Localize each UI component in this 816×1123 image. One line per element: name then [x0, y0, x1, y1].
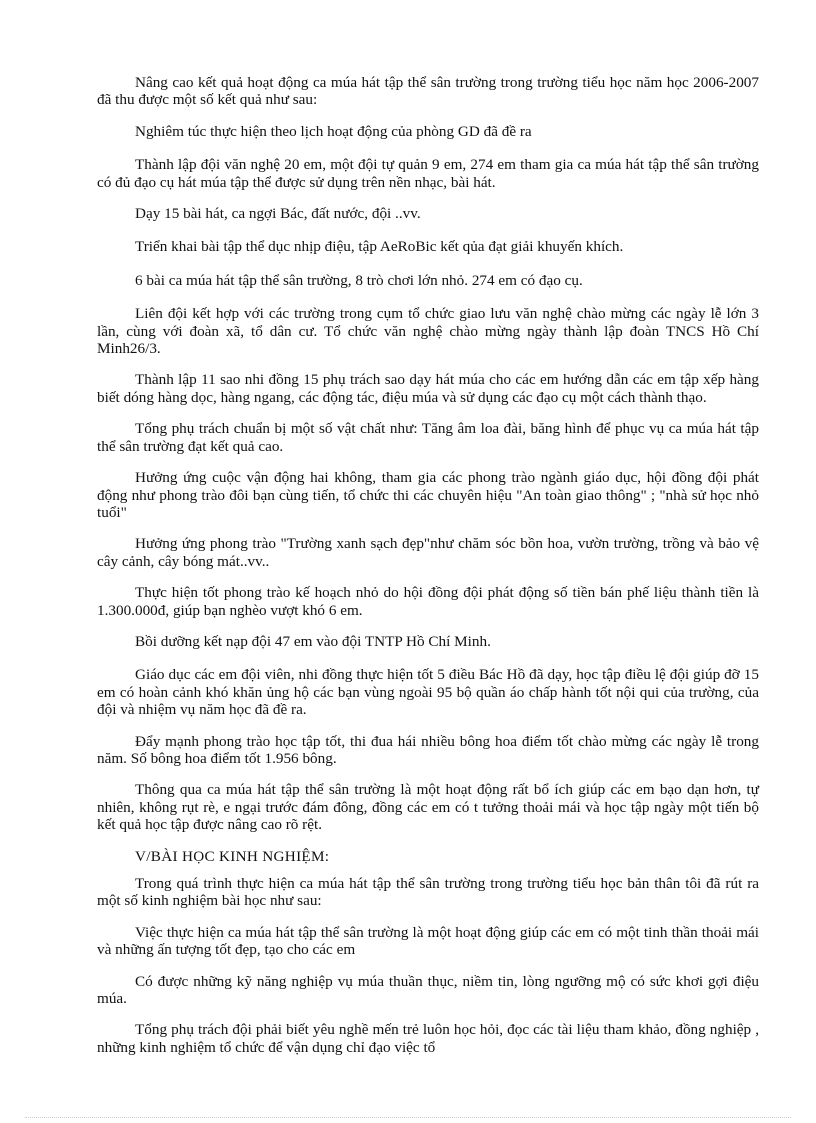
paragraph-songs: Dạy 15 bài hát, ca ngợi Bác, đất nước, đội ..vv.	[135, 205, 421, 223]
paragraph-lesson-2: Có được những kỹ năng nghiệp vụ múa thuần thục, niềm tin, lòng ngưỡng mộ có sức khơi gợi điệu múa.	[97, 972, 759, 1008]
paragraph-equipment: Tổng phụ trách chuẩn bị một số vật chất như: Tăng âm loa đài, băng hình để phục vụ ca múa hát tập thể sân trường đạt kết quả cao.	[97, 420, 759, 455]
paragraph-green-school: Hưởng ứng phong trào "Trường xanh sạch đẹp"như chăm sóc bồn hoa, vườn trường, trồng và bảo vệ cây cảnh, cây bóng mát..vv..	[97, 535, 759, 570]
paragraph-aerobic: Triển khai bài tập thể dục nhịp điệu, tập AeRoBic kết qủa đạt giải khuyến khích.	[135, 238, 624, 256]
page-bottom-rule	[25, 1117, 791, 1118]
document-page	[97, 74, 759, 1070]
paragraph-art-team: Thành lập đội văn nghệ 20 em, một đội tự quản 9 em, 274 em tham gia ca múa hát tập thể sân trường có đủ đạo cụ hát múa tập thể được sử dụng trên nền nhạc, bài hát.	[97, 156, 759, 191]
paragraph-exchange: Liên đội kết hợp với các trường trong cụm tổ chức giao lưu văn nghệ chào mừng các ngày lễ lớn 3 lần, cùng với đoàn xã, tổ dân cư. Tổ chức văn nghệ chào mừng ngày thành lập đoàn TNCS Hồ Chí Minh26/3.	[97, 305, 759, 358]
paragraph-small-plan: Thực hiện tốt phong trào kế hoạch nhỏ do hội đồng đội phát động số tiền bán phế liệu thành tiền là 1.300.000đ, giúp bạn nghèo vượt khó 6 em.	[97, 584, 759, 619]
paragraph-results-intro: Nâng cao kết quả hoạt động ca múa hát tập thể sân trường trong trường tiểu học năm học 2006-2007 đã thu được một số kết quả như sau:	[97, 74, 759, 109]
paragraph-lessons-intro: Trong quá trình thực hiện ca múa hát tập thể sân trường trong trường tiểu học bản thân tôi đã rút ra một số kinh nghiệm bài học như sau:	[97, 875, 759, 910]
paragraph-lesson-3: Tổng phụ trách đội phải biết yêu nghề mến trẻ luôn học hỏi, đọc các tài liệu tham khảo, đồng nghiệp , những kinh nghiệm tổ chức để vận dụng chỉ đạo việc tổ	[97, 1021, 759, 1056]
paragraph-star-groups: Thành lập 11 sao nhi đồng 15 phụ trách sao dạy hát múa cho các em hướng dẫn các em tập xếp hàng biết dóng hàng dọc, hàng ngang, các động tác, điệu múa và sử dụng các đạo cụ một cách thành thạo.	[97, 371, 759, 406]
paragraph-campaign: Hưởng ứng cuộc vận động hai không, tham gia các phong trào ngành giáo dục, hội đồng đội phát động như phong trào đôi bạn cùng tiến, tổ chức thi các chuyên hiệu "An toàn giao thông" ; "nhà sử học nhỏ tuổi"	[97, 469, 759, 521]
paragraph-education: Giáo dục các em đội viên, nhi đồng thực hiện tốt 5 điều Bác Hồ đã dạy, học tập điều lệ đội giúp đỡ 15 em có hoàn cảnh khó khăn ủng hộ các bạn vùng ngoài 95 bộ quần áo chấp hành tốt nội qui của trường, của đội và nhiệm vụ năm học đã đề ra.	[97, 666, 759, 719]
paragraph-dances-games: 6 bài ca múa hát tập thể sân trường, 8 trò chơi lớn nhỏ. 274 em có đạo cụ.	[135, 271, 583, 289]
paragraph-admission: Bồi dưỡng kết nạp đội 47 em vào đội TNTP Hồ Chí Minh.	[135, 632, 491, 650]
paragraph-conclusion: Thông qua ca múa hát tập thể sân trường là một hoạt động rất bổ ích giúp các em bạo dạn hơn, tự nhiên, không rụt rè, e ngại trước đám đông, đồng các em có t tưởng thoải mái và học tập ngày một tiến bộ kết quả học tập được nâng cao rõ rệt.	[97, 781, 759, 834]
section-heading: V/BÀI HỌC KINH NGHIỆM:	[135, 847, 330, 865]
paragraph-schedule: Nghiêm túc thực hiện theo lịch hoạt động của phòng GD đã đề ra	[135, 122, 532, 140]
paragraph-lesson-1: Việc thực hiện ca múa hát tập thể sân trường là một hoạt động giúp các em có một tinh thần thoải mái và những ấn tượng tốt đẹp, tạo cho các em	[97, 923, 759, 959]
paragraph-study-movement: Đẩy mạnh phong trào học tập tốt, thi đua hái nhiều bông hoa điểm tốt chào mừng các ngày lễ trong năm. Số bông hoa điểm tốt 1.956 bông.	[97, 732, 759, 767]
